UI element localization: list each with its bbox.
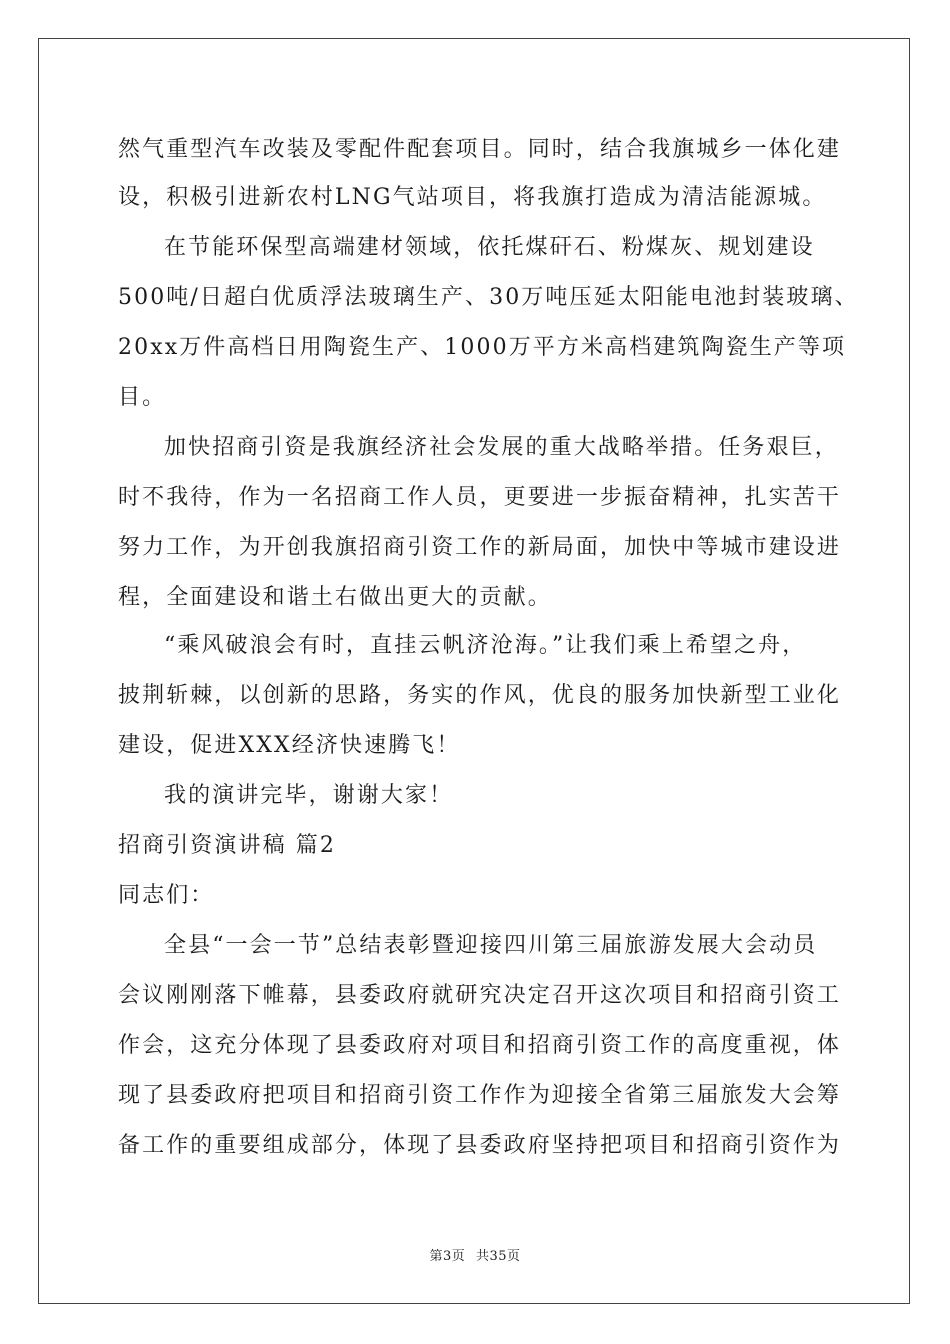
total-pages: 共35页 xyxy=(475,1249,521,1264)
paragraph-start-line: 加快招商引资是我旗经济社会发展的重大战略举措。任务艰巨， xyxy=(164,435,839,460)
text-line: 目。 xyxy=(118,385,167,410)
text-line: 努力工作，为开创我旗招商引资工作的新局面，加快中等城市建设进 xyxy=(118,535,842,560)
paragraph-start-line: “乘风破浪会有时，直挂云帆济沧海。”让我们乘上希望之舟， xyxy=(164,633,807,658)
text-line: 披荆斩棘，以创新的思路，务实的作风，优良的服务加快新型工业化 xyxy=(118,683,842,708)
paragraph-start-line: 全县“一会一节”总结表彰暨迎接四川第三届旅游发展大会动员 xyxy=(164,933,818,958)
closing-line: 我的演讲完毕，谢谢大家！ xyxy=(164,783,454,808)
text-line: 程，全面建设和谐土右做出更大的贡献。 xyxy=(118,585,552,610)
text-line: 备工作的重要组成部分，体现了县委政府坚持把项目和招商引资作为 xyxy=(118,1133,842,1158)
text-line: 作会，这充分体现了县委政府对项目和招商引资工作的高度重视，体 xyxy=(118,1033,842,1058)
text-line: 建设，促进XXX经济快速腾飞！ xyxy=(118,733,461,758)
page-number: 第3页 xyxy=(429,1249,466,1264)
text-line: 20xx万件高档日用陶瓷生产、1000万平方米高档建筑陶瓷生产等项 xyxy=(118,335,847,360)
text-line: 500吨/日超白优质浮法玻璃生产、30万吨压延太阳能电池封装玻璃、 xyxy=(118,285,859,310)
text-line: 现了县委政府把项目和招商引资工作作为迎接全省第三届旅发大会筹 xyxy=(118,1083,842,1108)
text-line: 时不我待，作为一名招商工作人员，更要进一步振奋精神，扎实苦干 xyxy=(118,485,842,510)
paragraph-start-line: 在节能环保型高端建材领域，依托煤矸石、粉煤灰、规划建设 xyxy=(164,235,815,260)
text-line: 然气重型汽车改装及零配件配套项目。同时，结合我旗城乡一体化建 xyxy=(118,137,842,162)
text-line: 会议刚刚落下帷幕，县委政府就研究决定召开这次项目和招商引资工 xyxy=(118,983,842,1008)
section-heading: 招商引资演讲稿 篇2 xyxy=(118,833,336,858)
text-line: 设，积极引进新农村LNG气站项目，将我旗打造成为清洁能源城。 xyxy=(118,185,827,210)
salutation: 同志们： xyxy=(118,883,215,908)
page-footer xyxy=(0,1245,950,1264)
